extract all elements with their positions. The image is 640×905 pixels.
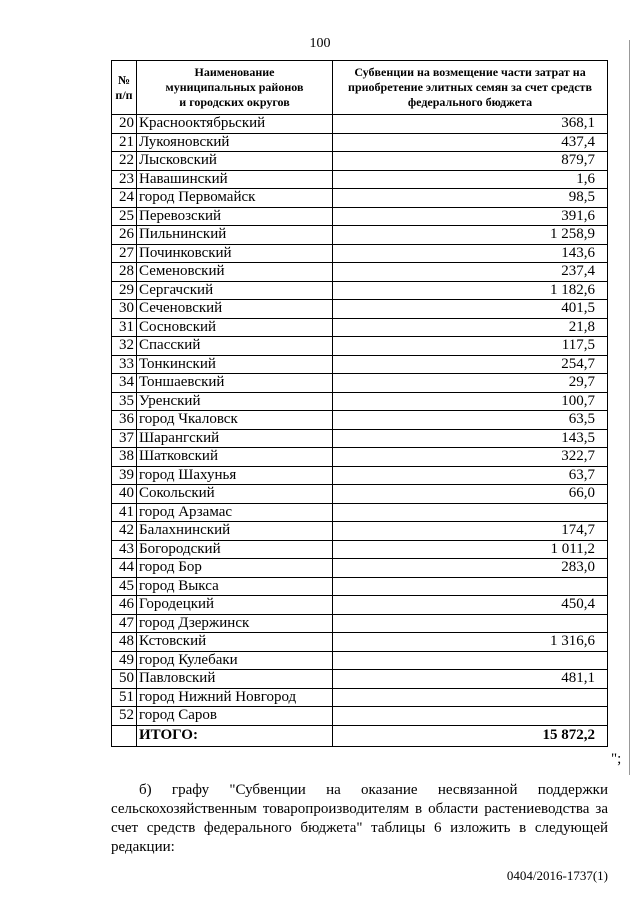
table-row [112,429,608,448]
row-name: Починковский [137,244,333,263]
document-code: 0404/2016-1737(1) [506,868,608,883]
row-name: город Нижний Новгород [137,688,333,707]
page-number: 100 [309,36,331,51]
row-name: Перевозский [137,207,333,226]
table-row [112,651,608,670]
table-row [112,670,608,689]
paragraph-rest: сельскохозяйственным товаропроизводителям в области растениеводства за счет средств федерального бюджета" таблицы 6 изложить в следующей редакции: [111,801,608,855]
row-number: 36 [112,411,137,430]
row-name: Уренский [137,392,333,411]
table-row [112,448,608,467]
row-number: 30 [112,300,137,319]
table-row [112,707,608,726]
row-value [333,707,608,726]
row-number: 23 [112,170,137,189]
table-row [112,244,608,263]
row-number: 50 [112,670,137,689]
row-value: 66,0 [333,485,608,504]
row-number: 49 [112,651,137,670]
row-name: Сосновский [137,318,333,337]
row-value: 143,5 [333,429,608,448]
table-row [112,300,608,319]
row-number: 40 [112,485,137,504]
row-number: 39 [112,466,137,485]
row-value: 100,7 [333,392,608,411]
row-value: 283,0 [333,559,608,578]
row-number: 43 [112,540,137,559]
table-row [112,633,608,652]
table-row [112,318,608,337]
row-name: Кстовский [137,633,333,652]
row-number: 20 [112,115,137,134]
row-number: 51 [112,688,137,707]
row-value: 237,4 [333,263,608,282]
row-name: город Арзамас [137,503,333,522]
row-value [333,577,608,596]
header-number-text: № п/п [115,72,133,102]
total-number-cell [112,725,137,746]
row-name: Балахнинский [137,522,333,541]
row-value: 1,6 [333,170,608,189]
row-number: 31 [112,318,137,337]
row-value: 368,1 [333,115,608,134]
row-value: 117,5 [333,337,608,356]
header-name-text: Наименование муниципальных районов и городских округов [165,65,304,109]
row-number: 37 [112,429,137,448]
header-number [112,61,137,115]
row-number: 24 [112,189,137,208]
row-name: Городецкий [137,596,333,615]
row-name: город Кулебаки [137,651,333,670]
subsidy-table [111,60,608,747]
header-value-text: Субвенции на возмещение части затрат на приобретение элитных семян за счет средств федерального бюджета [348,65,592,109]
row-value [333,614,608,633]
table-row [112,392,608,411]
table-row [112,485,608,504]
table-row [112,189,608,208]
table-row [112,466,608,485]
table-row [112,522,608,541]
row-number: 27 [112,244,137,263]
row-value: 254,7 [333,355,608,374]
row-value: 879,7 [333,152,608,171]
row-name: Краснооктябрьский [137,115,333,134]
row-number: 33 [112,355,137,374]
row-number: 26 [112,226,137,245]
row-name: Богородский [137,540,333,559]
row-value: 401,5 [333,300,608,319]
row-value: 1 316,6 [333,633,608,652]
row-number: 21 [112,133,137,152]
row-value: 174,7 [333,522,608,541]
row-value: 437,4 [333,133,608,152]
row-value: 29,7 [333,374,608,393]
row-name: город Шахунья [137,466,333,485]
row-value: 481,1 [333,670,608,689]
row-name: Лысковский [137,152,333,171]
table-body [112,115,608,747]
row-name: Тоншаевский [137,374,333,393]
table-row [112,152,608,171]
row-value: 98,5 [333,189,608,208]
row-number: 41 [112,503,137,522]
row-value: 1 011,2 [333,540,608,559]
table-row [112,540,608,559]
row-number: 22 [112,152,137,171]
row-name: Сергачский [137,281,333,300]
table-header-row [112,61,608,115]
row-number: 29 [112,281,137,300]
row-number: 52 [112,707,137,726]
table-row [112,577,608,596]
header-name [137,61,333,115]
closing-quote-mark: "; [611,751,622,767]
row-number: 38 [112,448,137,467]
row-name: Сеченовский [137,300,333,319]
row-value: 1 182,6 [333,281,608,300]
row-value: 450,4 [333,596,608,615]
row-value: 1 258,9 [333,226,608,245]
total-label: ИТОГО: [137,725,333,746]
row-name: город Первомайск [137,189,333,208]
table-row [112,133,608,152]
row-value [333,503,608,522]
row-value: 63,5 [333,411,608,430]
table-row [112,263,608,282]
row-name: Навашинский [137,170,333,189]
table-row [112,115,608,134]
amendment-paragraph [111,781,608,857]
row-name: город Чкаловск [137,411,333,430]
row-name: Шатковский [137,448,333,467]
row-number: 32 [112,337,137,356]
row-number: 28 [112,263,137,282]
row-value: 322,7 [333,448,608,467]
row-name: Лукояновский [137,133,333,152]
row-number: 42 [112,522,137,541]
row-name: Павловский [137,670,333,689]
row-number: 46 [112,596,137,615]
row-name: Пильнинский [137,226,333,245]
table-row [112,281,608,300]
row-name: город Дзержинск [137,614,333,633]
row-value [333,651,608,670]
paragraph-first-line: б) графу "Субвенции на оказание несвязанной поддержки [139,782,608,798]
row-number: 44 [112,559,137,578]
scan-margin-line [629,40,630,775]
table-row [112,226,608,245]
row-number: 25 [112,207,137,226]
row-name: Семеновский [137,263,333,282]
table-row [112,207,608,226]
row-name: город Выкса [137,577,333,596]
row-number: 35 [112,392,137,411]
row-name: город Саров [137,707,333,726]
total-row [112,725,608,746]
table-row [112,411,608,430]
table-row [112,355,608,374]
row-value: 143,6 [333,244,608,263]
row-number: 45 [112,577,137,596]
row-name: Сокольский [137,485,333,504]
table-row [112,337,608,356]
row-value: 21,8 [333,318,608,337]
total-value: 15 872,2 [333,725,608,746]
table-row [112,614,608,633]
row-value [333,688,608,707]
table-row [112,374,608,393]
row-value: 391,6 [333,207,608,226]
table-row [112,170,608,189]
table-row [112,503,608,522]
table-row [112,559,608,578]
row-number: 48 [112,633,137,652]
row-name: Тонкинский [137,355,333,374]
header-value [333,61,608,115]
row-number: 47 [112,614,137,633]
table-row [112,688,608,707]
row-name: Шарангский [137,429,333,448]
row-number: 34 [112,374,137,393]
row-value: 63,7 [333,466,608,485]
row-name: Спасский [137,337,333,356]
table-row [112,596,608,615]
row-name: город Бор [137,559,333,578]
